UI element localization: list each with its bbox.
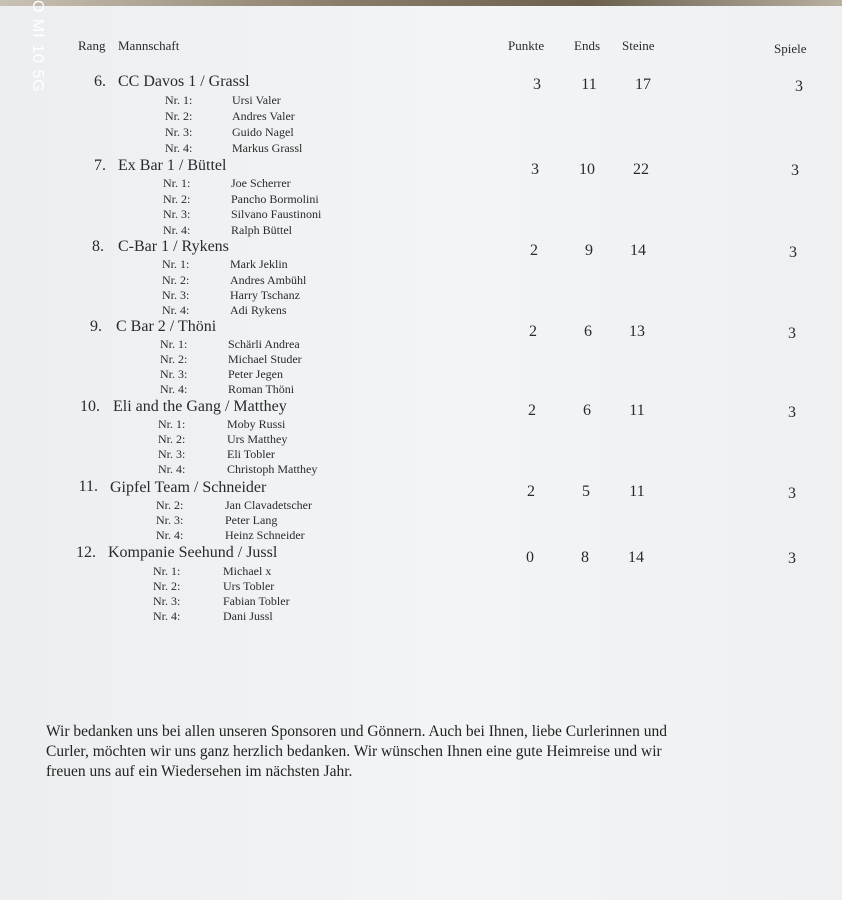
- team-ends: 10: [579, 161, 595, 178]
- team-rank: 7.: [94, 157, 106, 174]
- team-steine: 13: [629, 323, 645, 340]
- member-name: Markus Grassl: [232, 141, 303, 155]
- member-label: Nr. 4:: [165, 141, 193, 155]
- team-rank: 6.: [94, 73, 106, 90]
- member-name: Fabian Tobler: [223, 594, 290, 608]
- team-punkte: 2: [527, 483, 535, 500]
- team-spiele: 3: [788, 550, 796, 567]
- team-rank: 12.: [76, 544, 96, 561]
- member-name: Andres Valer: [232, 109, 295, 123]
- member-label: Nr. 1:: [160, 337, 188, 351]
- member-label: Nr. 1:: [158, 417, 186, 431]
- member-name: Moby Russi: [227, 417, 286, 431]
- team-spiele: 3: [791, 162, 799, 179]
- member-name: Peter Lang: [225, 513, 278, 527]
- header-steine: Steine: [622, 38, 655, 53]
- team-rank: 10.: [80, 398, 100, 415]
- team-ends: 6: [584, 323, 592, 340]
- member-name: Andres Ambühl: [230, 273, 307, 287]
- team-punkte: 2: [530, 242, 538, 259]
- member-name: Schärli Andrea: [228, 337, 300, 351]
- member-name: Joe Scherrer: [231, 176, 291, 190]
- member-label: Nr. 1:: [162, 257, 190, 271]
- team-rank: 11.: [78, 478, 98, 495]
- team-steine: 17: [635, 76, 651, 93]
- thank-you-line: Curler, möchten wir uns ganz herzlich bedanken. Wir wünschen Ihnen eine gute Heimreise und wir: [46, 743, 662, 760]
- member-label: Nr. 4:: [162, 303, 190, 317]
- member-label: Nr. 1:: [163, 176, 191, 190]
- team-steine: 11: [629, 402, 645, 419]
- member-name: Urs Matthey: [227, 432, 288, 446]
- member-name: Urs Tobler: [223, 579, 275, 593]
- member-label: Nr. 3:: [162, 288, 190, 302]
- team-rank: 9.: [90, 318, 102, 335]
- team-spiele: 3: [788, 485, 796, 502]
- team-steine: 14: [630, 242, 646, 259]
- member-name: Ralph Büttel: [231, 223, 292, 237]
- team-ends: 6: [583, 402, 591, 419]
- team-name: Ex Bar 1 / Büttel: [118, 157, 227, 174]
- page-top-edge: [0, 0, 842, 6]
- member-label: Nr. 2:: [163, 192, 191, 206]
- member-name: Harry Tschanz: [230, 288, 300, 302]
- team-punkte: 3: [531, 161, 539, 178]
- team-name: C-Bar 1 / Rykens: [118, 238, 229, 255]
- team-ends: 11: [581, 76, 597, 93]
- team-steine: 14: [628, 549, 644, 566]
- member-name: Silvano Faustinoni: [231, 207, 322, 221]
- team-punkte: 3: [533, 76, 541, 93]
- member-label: Nr. 2:: [153, 579, 181, 593]
- member-name: Adi Rykens: [230, 303, 287, 317]
- member-name: Pancho Bormolini: [231, 192, 319, 206]
- team-ends: 5: [582, 483, 590, 500]
- team-ends: 9: [585, 242, 593, 259]
- member-name: Michael x: [223, 564, 272, 578]
- thank-you-line: Wir bedanken uns bei allen unseren Sponsoren und Gönnern. Auch bei Ihnen, liebe Curlerinnen und: [46, 723, 667, 740]
- member-name: Peter Jegen: [228, 367, 283, 381]
- header-mannschaft: Mannschaft: [118, 38, 180, 53]
- team-name: Gipfel Team / Schneider: [110, 479, 267, 496]
- member-label: Nr. 3:: [160, 367, 188, 381]
- member-label: Nr. 3:: [156, 513, 184, 527]
- member-label: Nr. 1:: [165, 93, 193, 107]
- member-label: Nr. 3:: [158, 447, 186, 461]
- member-name: Christoph Matthey: [227, 462, 318, 476]
- member-label: Nr. 4:: [160, 382, 188, 396]
- member-label: Nr. 3:: [163, 207, 191, 221]
- team-name: CC Davos 1 / Grassl: [118, 73, 250, 90]
- team-punkte: 2: [528, 402, 536, 419]
- member-label: Nr. 1:: [153, 564, 181, 578]
- member-label: Nr. 2:: [162, 273, 190, 287]
- team-name: Kompanie Seehund / Jussl: [108, 544, 278, 561]
- team-punkte: 2: [529, 323, 537, 340]
- team-spiele: 3: [788, 325, 796, 342]
- header-rang: Rang: [78, 38, 106, 53]
- member-label: Nr. 4:: [153, 609, 181, 623]
- camera-watermark: O MI 10 5G: [29, 0, 46, 93]
- team-steine: 11: [629, 483, 645, 500]
- thank-you-line: freuen uns auf ein Wiedersehen im nächsten Jahr.: [46, 763, 353, 780]
- member-name: Heinz Schneider: [225, 528, 305, 542]
- team-spiele: 3: [795, 78, 803, 95]
- member-name: Michael Studer: [228, 352, 302, 366]
- header-ends: Ends: [574, 38, 600, 53]
- team-name: C Bar 2 / Thöni: [116, 318, 217, 335]
- member-label: Nr. 4:: [163, 223, 191, 237]
- member-label: Nr. 2:: [156, 498, 184, 512]
- header-spiele: Spiele: [774, 41, 807, 56]
- member-name: Roman Thöni: [228, 382, 295, 396]
- team-spiele: 3: [788, 404, 796, 421]
- member-label: Nr. 2:: [160, 352, 188, 366]
- member-name: Mark Jeklin: [230, 257, 288, 271]
- member-name: Dani Jussl: [223, 609, 273, 623]
- member-label: Nr. 3:: [165, 125, 193, 139]
- thank-you-paragraph: [46, 722, 776, 782]
- member-label: Nr. 2:: [158, 432, 186, 446]
- member-name: Ursi Valer: [232, 93, 281, 107]
- member-name: Jan Clavadetscher: [225, 498, 312, 512]
- member-label: Nr. 2:: [165, 109, 193, 123]
- team-ends: 8: [581, 549, 589, 566]
- team-name: Eli and the Gang / Matthey: [113, 398, 287, 415]
- member-name: Eli Tobler: [227, 447, 275, 461]
- team-punkte: 0: [526, 549, 534, 566]
- member-name: Guido Nagel: [232, 125, 294, 139]
- team-steine: 22: [633, 161, 649, 178]
- header-punkte: Punkte: [508, 38, 545, 53]
- member-label: Nr. 4:: [156, 528, 184, 542]
- member-label: Nr. 3:: [153, 594, 181, 608]
- team-spiele: 3: [789, 244, 797, 261]
- member-label: Nr. 4:: [158, 462, 186, 476]
- team-rank: 8.: [92, 238, 104, 255]
